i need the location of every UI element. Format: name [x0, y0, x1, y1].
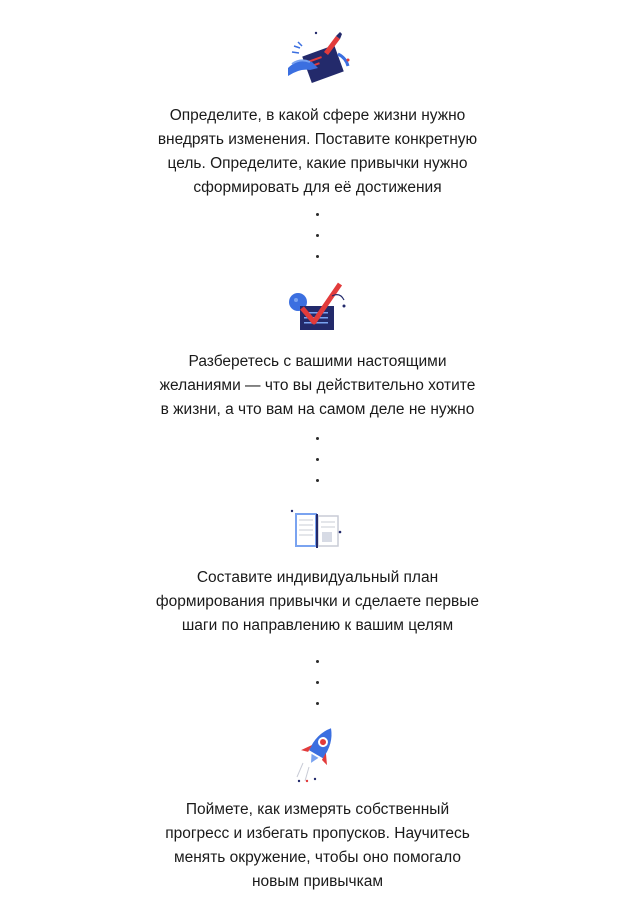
step-1-text: Определите, в какой сфере жизни нужно внедрять изменения. Поставите конкретную цель. Определите, какие привычки нужно сформировать для её достижения [157, 107, 478, 196]
open-notebook-icon [0, 508, 635, 552]
connector-dots [316, 660, 320, 723]
step-4-text: Поймете, как измерять собственный прогресс и избегать пропусков. Научитесь менять окружение, чтобы оно помогало новым привычкам [165, 801, 470, 890]
step-2-text: Разберетесь с вашими настоящими желаниями — что вы действительно хотите в жизни, а что вам на самом деле не нужно [159, 353, 476, 418]
connector-dots [316, 213, 320, 276]
rocket-icon [0, 723, 635, 785]
connector-dots [316, 437, 320, 500]
signing-hands-icon [0, 30, 635, 88]
checklist-checkmark-icon [0, 282, 635, 338]
step-3-text: Составите индивидуальный план формирования привычки и сделаете первые шаги по направлению к вашим целям [155, 569, 480, 634]
